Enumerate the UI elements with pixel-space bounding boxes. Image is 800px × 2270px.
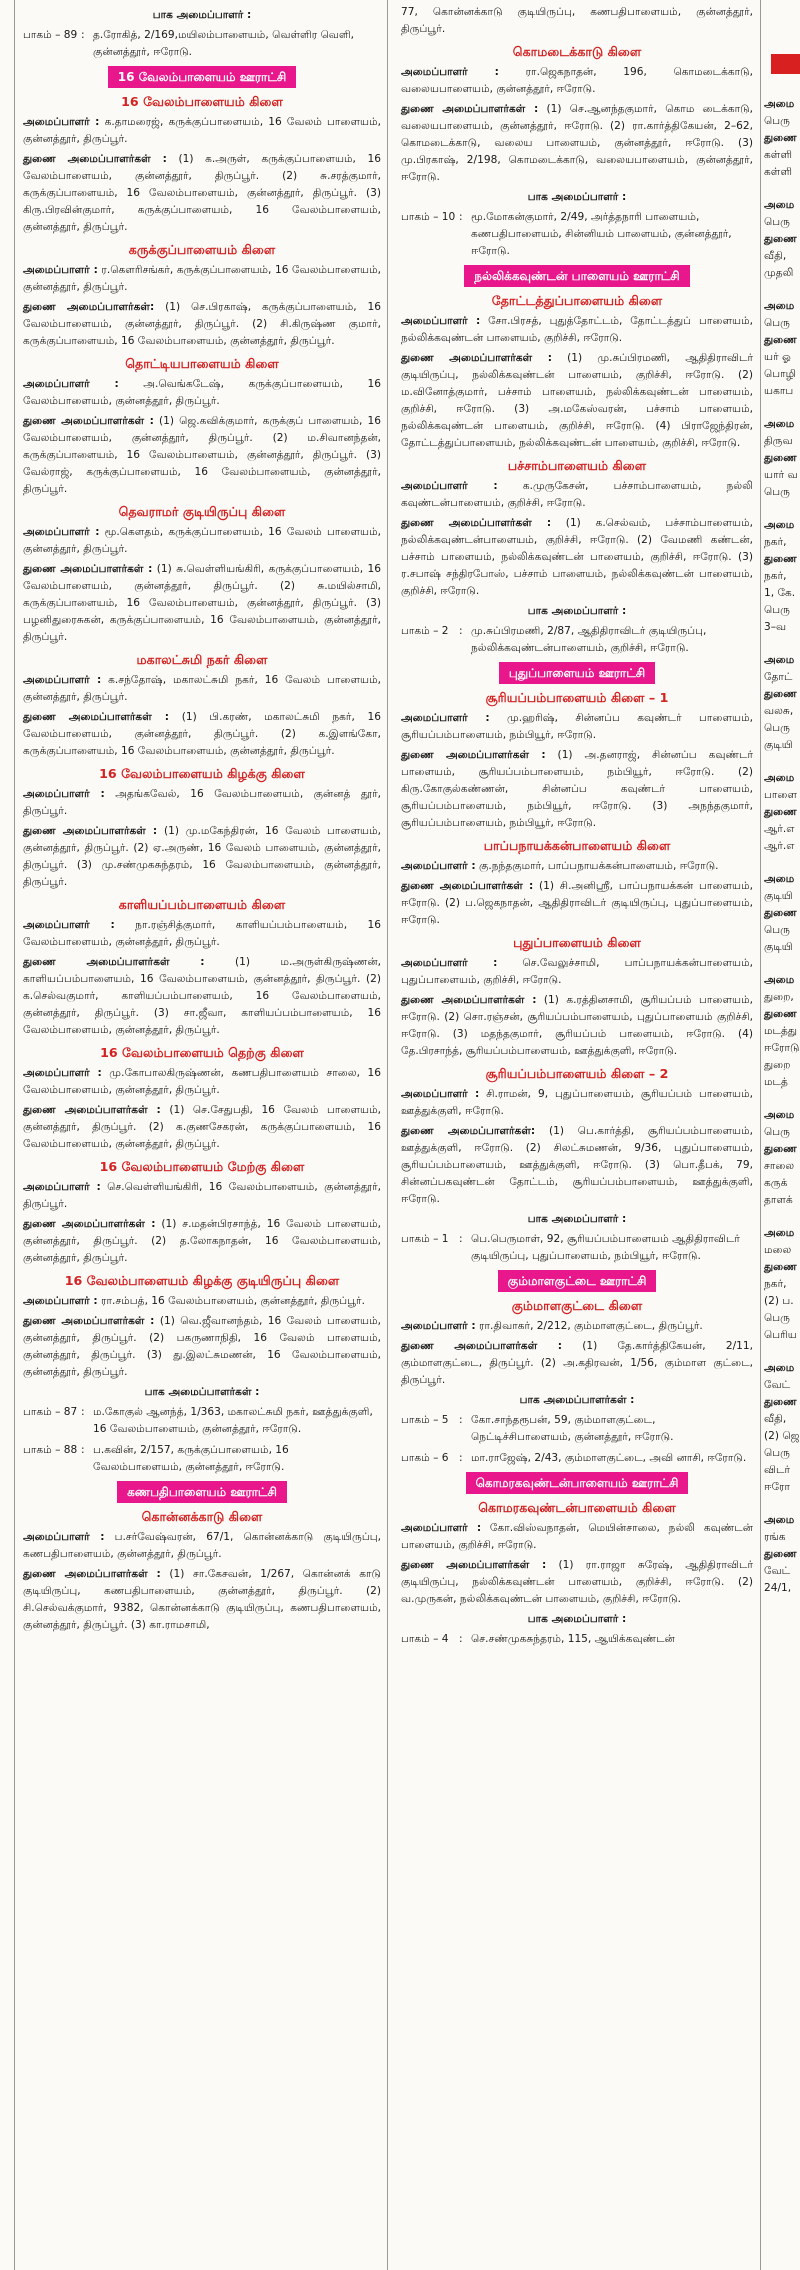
paragraph: [401, 313, 753, 347]
booth-detail: த.ரோகித், 2/169,மயிலம்பாளையம், வெள்ளிர வெளி, குன்னத்தூர், ஈரோடு.: [93, 29, 355, 58]
spacer: [761, 855, 800, 871]
clipped-text: யகாப: [764, 385, 794, 397]
role-text: (1) செ.ஆனந்தகுமார், கொம டைக்காடு, வலையபாளையம், குன்னத்தூர், ஈரோடு. (2) ரா.கார்த்திகேயன், 2–62, கொமடைக்காடு, வலைய பாளையம், குன்னத்தூர், ஈரோடு. (3) மு.பிரகாஷ், 2/198, கொமடைக்காடு, வலையபாளையம், குன்னத்தூர், ஈரோடு.: [401, 103, 754, 183]
role-text: ரா.ஜெகநாதன், 196, கொமடைக்காடு, வலையபாளையம், குன்னத்தூர், ஈரோடு.: [401, 66, 753, 95]
role-text: (1) க.அருள், கருக்குப்பாளையம், 16 வேலம்பாளையம், குன்னத்தூர், திருப்பூர். (2) சு.சரத்குமார், கருக்குப்பாளையம், 16 வேலம்பாளையம், குன்னத்தூர், திருப்பூர். (3) கிரு.பிரவின்குமார், கருக்குப்பாளையம், 16 வேலம்பாளையம், குன்னத்தூர், திருப்பூர்.: [23, 153, 382, 233]
branch-heading: தோட்டத்துப்பாளையம் கிளை: [491, 293, 663, 308]
role-label: அமைப்பாளர் :: [23, 1531, 105, 1543]
spacer: [761, 282, 800, 298]
role-text: (1) தே.கார்த்திகேயன், 2/11, கும்மாளகுட்டை, திருப்பூர். (2) அ.கதிரவன், 1/56, கும்மாள குட்டை, திருப்பூர்.: [401, 1340, 753, 1386]
role-text: (1) ரா.ராஜா சுரேஷ், ஆதிதிராவிடர் குடியிருப்பு, நல்லிக்கவுண்டன் பாளையம், குறிச்சி, ஈரோடு. (2) வ.முருகன், நல்லிக்கவுண்டன் பாளையம், குறிச்சி, ஈரோடு.: [401, 1559, 754, 1605]
clipped-text: துறை: [764, 1059, 791, 1071]
clipped-text: அமை: [764, 418, 795, 430]
role-text: (1) ம.அருள்கிருஷ்ணன், காளியப்பம்பாளையம், 16 வேலம்பாளையம், குன்னத்தூர், திருப்பூர். (2) க.செல்வகுமார், காளியப்பம்பாளையம், 16 வேலம்பாளையம், குன்னத்தூர், திருப்பூர். (3) சா.ஜீவா, காளியப்பம்பாளையம், 16 வேலம்பாளையம், குன்னத்தூர், திருப்பூர்.: [23, 956, 381, 1036]
booth-detail: மு.சுப்பிரமணி, 2/87, ஆதிதிராவிடர் குடியிருப்பு, நல்லிக்கவுண்டன்பாளையம், குறிச்சி, ஈரோடு.: [471, 625, 707, 654]
role-label: அமைப்பாளர் :: [23, 116, 100, 128]
role-label: அமைப்பாளர் :: [401, 860, 476, 872]
paragraph: [23, 1065, 381, 1099]
booth-row: [401, 1450, 753, 1467]
clipped-text: தாளக்: [764, 1194, 793, 1206]
role-label: அமைப்பாளர் :: [23, 674, 102, 686]
subsection-label: பாக அமைப்பாளர்கள் :: [144, 1386, 260, 1398]
section-band: [401, 1472, 753, 1494]
role-label: துணை அமைப்பாளர்கள் :: [23, 415, 154, 427]
role-label: துணை அமைப்பாளர்கள் :: [23, 1568, 161, 1580]
clipped-text: பெரு: [764, 1126, 790, 1138]
section-band-label: 16 வேலம்பாளையம் ஊராட்சி: [108, 66, 297, 88]
role-label: அமைப்பாளர் :: [23, 1067, 102, 1079]
clipped-text: துணை: [764, 806, 797, 818]
booth-colon: :: [459, 1414, 463, 1426]
role-text: அ.வெங்கடேஷ், கருக்குப்பாளையம், 16 வேலம்பாளையம், குன்னத்தூர், திருப்பூர்.: [23, 378, 381, 407]
paragraph: [23, 823, 381, 891]
clipped-text: மலை: [764, 1244, 792, 1256]
spacer: [761, 501, 800, 517]
role-label: துணை அமைப்பாளர்கள் :: [23, 711, 170, 723]
booth-detail: ப.கவின், 2/157, கருக்குப்பாளையம், 16 வேலம்பாளையம், குன்னத்தூர், ஈரோடு.: [93, 1444, 289, 1473]
role-label: அமைப்பாளர் :: [401, 1320, 476, 1332]
role-label: அமைப்பாளர் :: [23, 919, 115, 931]
clipped-text: துணை: [764, 1143, 797, 1155]
booth-colon: :: [459, 1233, 463, 1245]
role-label: அமைப்பாளர் :: [401, 480, 498, 492]
section-band-label: புதுப்பாளையம் ஊராட்சி: [499, 662, 655, 684]
clipped-text: பெரு: [764, 604, 790, 616]
branch-heading: 16 வேலம்பாளையம் தெற்கு கிளை: [100, 1045, 304, 1060]
clipped-text: ஈரோ: [764, 1481, 790, 1493]
column-3-clipped: [760, 0, 800, 2270]
paragraph: [23, 709, 381, 760]
branch-heading: பாப்பநாயக்கன்பாளையம் கிளை: [483, 838, 671, 853]
clipped-text: மடத்: [764, 1076, 788, 1088]
spacer: [761, 1496, 800, 1512]
role-text: ரா.சம்பத், 16 வேலம்பாளையம், குன்னத்தூர், திருப்பூர்.: [97, 1295, 365, 1307]
clipped-text: மடத்து: [764, 1025, 798, 1037]
clipped-text: (2) ஜெ: [764, 1430, 800, 1442]
role-text: செ.வெள்ளியங்கிரி, 16 வேலம்பாளையம், குன்னத்தூர், திருப்பூர்.: [23, 1181, 381, 1210]
booth-number: பாகம் – 5: [401, 1414, 449, 1426]
clipped-text: முதலி: [764, 267, 794, 279]
role-text: மு.கோபாலகிருஷ்ணன், கணபதிபாளையம் சாலை, 16 வேலம்பாளையம், குன்னத்தூர், திருப்பூர்.: [23, 1067, 381, 1096]
role-label: துணை அமைப்பாளர்கள் :: [401, 880, 534, 892]
role-label: துணை அமைப்பாளர்கள்:: [23, 301, 155, 313]
paragraph: [401, 1086, 753, 1120]
clipped-text: அமை: [764, 873, 795, 885]
branch-heading: கொன்னக்காடு கிளை: [141, 1509, 263, 1524]
role-label: துணை அமைப்பாளர்கள் :: [23, 825, 158, 837]
booth-row: [401, 1412, 753, 1446]
role-label: அமைப்பாளர் :: [401, 66, 499, 78]
clipped-text: பெரு: [764, 216, 790, 228]
branch-heading: காளியப்பம்பாளையம் கிளை: [118, 897, 286, 912]
paragraph: [23, 413, 381, 498]
role-text: ரா.திவாகர், 2/212, கும்மாளகுட்டை, திருப்பூர்.: [475, 1320, 703, 1332]
paragraph: [401, 1520, 753, 1554]
booth-detail: கோ.சாந்தரூபன், 59, கும்மாளகுட்டை, நெட்டிச்சிபாளையம், குன்னத்தூர், ஈரோடு.: [471, 1414, 674, 1443]
role-text: மூ.கௌதம், கருக்குப்பாளையம், 16 வேலம் பாளையம், குன்னத்தூர், திருப்பூர்.: [23, 526, 381, 555]
paragraph: [23, 954, 381, 1039]
branch-heading: பச்சாம்பாளையம் கிளை: [507, 458, 647, 473]
booth-colon: :: [81, 1406, 85, 1418]
clipped-text: துணை: [764, 1008, 797, 1020]
branch-heading: கும்மாளகுட்டை கிளை: [511, 1298, 643, 1313]
branch-heading: 16 வேலம்பாளையம் கிளை: [121, 94, 283, 109]
booth-detail: செ.சண்முகசுந்தரம், 115, ஆயிக்கவுண்டன்: [471, 1633, 675, 1645]
role-label: துணை அமைப்பாளர்கள் :: [401, 352, 552, 364]
section-band-label: நல்லிக்கவுண்டன் பாளையம் ஊராட்சி: [464, 265, 689, 287]
clipped-text: ரங்க: [764, 1531, 786, 1543]
booth-detail: ம.கோகுல் ஆனந்த், 1/363, மகாலட்சுமி நகர், ஊத்துக்குளி, 16 வேலம்பாளையம், குன்னத்தூர், ஈரோடு.: [93, 1406, 373, 1435]
role-text: (1) சி.அனிஸ்ரீ, பாப்பநாயக்கன் பாளையம், ஈரோடு. (2) ப.ஜெகநாதன், ஆதிதிராவிடர் குடியிருப்பு, புதுப்பாளையம், ஈரோடு.: [401, 880, 754, 926]
clipped-text: அமை: [764, 1227, 795, 1239]
clipped-text: ஆர்.எ: [764, 823, 795, 835]
clipped-text: 1, கே.: [764, 587, 796, 599]
role-label: அமைப்பாளர் :: [23, 788, 105, 800]
clipped-text: 3–வ: [764, 621, 787, 633]
role-text: ர.கௌரிசங்கர், கருக்குப்பாளையம், 16 வேலம்பாளையம், குன்னத்தூர், திருப்பூர்.: [23, 264, 381, 293]
paragraph: [401, 955, 753, 989]
clipped-text: துணை: [764, 1396, 797, 1408]
role-text: நா.ரஞ்சித்குமார், காளியப்பம்பாளையம், 16 வேலம்பாளையம், குன்னத்தூர், திருப்பூர்.: [23, 919, 381, 948]
role-text: 77, கொன்னக்காடு குடியிருப்பு, கணபதிபாளையம், குன்னத்தூர், திருப்பூர்.: [401, 6, 753, 35]
paragraph: [23, 1102, 381, 1153]
paragraph: [23, 917, 381, 951]
role-label: துணை அமைப்பாளர்கள் :: [401, 994, 537, 1006]
paragraph: [23, 1179, 381, 1213]
role-label: துணை அமைப்பாளர்கள் :: [401, 749, 546, 761]
clipped-text: கருக்: [764, 1177, 788, 1189]
clipped-text: துணை: [764, 452, 797, 464]
branch-heading: தெவராமர் குடியிருப்பு கிளை: [118, 504, 286, 519]
section-band: [23, 1481, 381, 1503]
clipped-text: வலசு,: [764, 705, 794, 717]
subsection-label: பாக அமைப்பாளர் :: [527, 605, 627, 617]
role-text: (1) மு.மகேந்திரன், 16 வேலம் பாளையம், குன்னத்தூர், திருப்பூர். (2) ஏ.அருண், 16 வேலம் பாளையம், குன்னத்தூர், திருப்பூர். (3) மு.சண்முகசுந்தரம், 16 வேலம்பாளையம், குன்னத்தூர், திருப்பூர்.: [23, 825, 382, 888]
clipped-text: பெரு: [764, 115, 790, 127]
column-2: [395, 0, 757, 2270]
clipped-text: பாளை: [764, 789, 798, 801]
paragraph: [401, 1318, 753, 1335]
booth-colon: :: [81, 1444, 85, 1456]
role-text: (1) செ.பிரகாஷ், கருக்குப்பாளையம், 16 வேலம்பாளையம், குன்னத்தூர், திருப்பூர். (2) சி.கிருஷ்ண குமார், கருக்குப்பாளையம், 16 வேலம்பாளையம், குன்னத்தூர், திருப்பூர்.: [23, 301, 381, 347]
clipped-text: நகர்,: [764, 570, 787, 582]
clipped-text: பெரு: [764, 317, 790, 329]
clipped-text: வேட்: [764, 1565, 791, 1577]
section-band-label: கொமரகவுண்டன்பாளையம் ஊராட்சி: [466, 1472, 689, 1494]
clipped-text: ஈரோடு: [764, 1042, 800, 1054]
booth-number: பாகம் – 6: [401, 1452, 449, 1464]
role-text: (1) பி.கரண், மகாலட்சுமி நகர், 16 வேலம்பாளையம், குன்னத்தூர், திருப்பூர். (2) க.இளங்கோ, கருக்குப்பாளையம், 16 வேலம்பாளையம், குன்னத்தூர், திருப்பூர்.: [23, 711, 382, 757]
clipped-text: தோட்: [764, 671, 793, 683]
booth-row: [401, 1631, 753, 1648]
booth-row: [401, 209, 753, 260]
paragraph: [401, 747, 753, 832]
branch-heading: சூரியப்பம்பாளையம் கிளை – 1: [485, 690, 669, 705]
clipped-text: துணை: [764, 553, 797, 565]
paragraph: [401, 1338, 753, 1389]
booth-detail: மூ.மோகன்குமார், 2/49, அர்த்தநாரி பாளையம், கணபதிபாளையம், சின்னியம் பாளையம், குன்னத்தூர், ஈரோடு.: [471, 211, 732, 257]
booth-number: பாகம் – 2: [401, 625, 449, 637]
role-label: அமைப்பாளர் :: [401, 315, 481, 327]
role-label: அமைப்பாளர் :: [23, 378, 119, 390]
role-text: செ.வேலுச்சாமி, பாப்பநாயக்கன்பாளையம், புதுப்பாளையம், குறிச்சி, ஈரோடு.: [401, 957, 753, 986]
role-text: மு.ஹரிஷ், சின்னப்ப கவுண்டர் பாளையம், சூரியப்பம்பாளையம், நம்பியூர், ஈரோடு.: [401, 712, 753, 741]
role-text: கோ.விஸ்வநாதன், மெயின்சாலை, நல்லி கவுண்டன் பாளையம், குறிச்சி, ஈரோடு.: [401, 1522, 753, 1551]
role-label: துணை அமைப்பாளர்கள் :: [401, 1340, 563, 1352]
booth-row: [401, 1231, 753, 1265]
subsection-label: பாக அமைப்பாளர் :: [527, 191, 627, 203]
spacer: [761, 1344, 800, 1360]
booth-colon: :: [459, 625, 463, 637]
clipped-text: துணை: [764, 334, 797, 346]
role-label: துணை அமைப்பாளர்கள் :: [401, 1559, 547, 1571]
red-tab-marker: [771, 54, 800, 74]
paragraph: [23, 1216, 381, 1267]
role-label: அமைப்பாளர் :: [23, 1295, 98, 1307]
spacer: [761, 400, 800, 416]
role-text: (1) அ.தனராஜ், சின்னப்ப கவுண்டர் பாளையம், சூரியப்பம்பாளையம், நம்பியூர், ஈரோடு. (2) கிரு.கோகுல்கண்ணன், சின்னப்ப கவுண்டர் பாளையம், சூரியப்பம்பாளையம், நம்பியூர், ஈரோடு. (3) அநந்தகுமார், சூரியப்பம்பாளையம், நம்பியூர், ஈரோடு.: [401, 749, 753, 829]
spacer: [761, 181, 800, 197]
clipped-text: நகர்,: [764, 1278, 787, 1290]
role-text: சோ.பிரசத், புதுத்தோட்டம், தோட்டத்துப் பாளையம், நல்லிக்கவுண்டன் பாளையம், குறிச்சி, ஈரோடு.: [401, 315, 753, 344]
role-label: துணை அமைப்பாளர்கள் :: [23, 1315, 155, 1327]
branch-heading: சூரியப்பம்பாளையம் கிளை – 2: [485, 1066, 669, 1081]
clipped-text: யர் ஓ: [764, 351, 791, 363]
clipped-text: பொழி: [764, 368, 797, 380]
role-text: சி.ராமன், 9, புதுப்பாளையம், சூரியப்பம் பாளையம், ஊத்துக்குளி, ஈரோடு.: [401, 1088, 753, 1117]
role-label: அமைப்பாளர் :: [23, 526, 100, 538]
clipped-text: வீதி,: [764, 1413, 787, 1425]
clipped-text: சாலை: [764, 1160, 795, 1172]
paragraph: [23, 1566, 381, 1634]
booth-number: பாகம் – 89: [23, 29, 78, 41]
role-text: (1) ஜெ.கவிக்குமார், கருக்குப் பாளையம், 16 வேலம்பாளையம், குன்னத்தூர், திருப்பூர். (2) ம.சிவானந்தன், கருக்குப்பாளையம், 16 வேலம்பாளையம், குன்னத்தூர், திருப்பூர். (3) வேல்ராஜ், கருக்குப்பாளையம், 16 வேலம்பாளையம், குன்னத்தூர், திருப்பூர்.: [23, 415, 381, 495]
role-text: ப.சர்வேஷ்வரன், 67/1, கொன்னக்காடு குடியிருப்பு, கணபதிபாளையம், குன்னத்தூர், திருப்பூர்.: [23, 1531, 381, 1560]
section-band: [401, 265, 753, 287]
role-label: துணை அமைப்பாளர்கள் :: [23, 1104, 161, 1116]
role-text: கு.நந்தகுமார், பாப்பநாயக்கன்பாளையம், ஈரோடு.: [475, 860, 719, 872]
paragraph: [401, 710, 753, 744]
role-text: (1) ச.மதன்பிரசாந்த், 16 வேலம் பாளையம், குன்னத்தூர், திருப்பூர். (2) த.லோகநாதன், 16 வேலம்பாளையம், குன்னத்தூர், திருப்பூர்.: [23, 1218, 381, 1264]
role-label: துணை அமைப்பாளர்கள் :: [23, 153, 167, 165]
paragraph: [23, 672, 381, 706]
role-text: (1) சா.கேசவன், 1/267, கொன்னக் காடு குடியிருப்பு, கணபதிபாளையம், குன்னத்தூர், திருப்பூர். (2) சி.செல்வக்குமார், 9382, கொன்னக்காடு குடியிருப்பு, கணபதிபாளையம், குன்னத்தூர், திருப்பூர். (3) கா.ராமசாமி,: [23, 1568, 381, 1631]
paragraph: [23, 524, 381, 558]
paragraph: [401, 858, 753, 875]
role-label: துணை அமைப்பாளர்கள் :: [23, 956, 205, 968]
paragraph: [401, 4, 753, 38]
section-band-label: கணபதிபாளையம் ஊராட்சி: [117, 1481, 287, 1503]
clipped-text: அமை: [764, 654, 795, 666]
booth-number: பாகம் – 10: [401, 211, 456, 223]
clipped-text: பெரு: [764, 924, 790, 936]
branch-heading: கருக்குப்பாளையம் கிளை: [128, 242, 276, 257]
clipped-text: பெரு: [764, 1447, 790, 1459]
role-label: அமைப்பாளர் :: [401, 1522, 482, 1534]
section-band: [401, 1270, 753, 1292]
paragraph: [23, 786, 381, 820]
clipped-text: துணை: [764, 233, 797, 245]
paragraph: [401, 64, 753, 98]
booth-number: பாகம் – 1: [401, 1233, 449, 1245]
paragraph: [401, 350, 753, 452]
role-label: அமைப்பாளர் :: [401, 712, 490, 724]
clipped-text: (2) ப.: [764, 1295, 794, 1307]
clipped-text: பெரு: [764, 1312, 790, 1324]
role-label: துணை அமைப்பாளர்கள்:: [401, 1125, 536, 1137]
booth-row: [401, 623, 753, 657]
paragraph: [23, 151, 381, 236]
paragraph: [23, 1313, 381, 1381]
branch-heading: மகாலட்சுமி நகர் கிளை: [136, 652, 268, 667]
clipped-text: துணை: [764, 1261, 797, 1273]
clipped-text: துணை: [764, 1548, 797, 1560]
paragraph: [401, 478, 753, 512]
subsection-label: பாக அமைப்பாளர் :: [527, 1613, 627, 1625]
role-label: துணை அமைப்பாளர்கள் :: [401, 103, 539, 115]
role-text: க.சந்தோஷ், மகாலட்சுமி நகர், 16 வேலம் பாளையம், குன்னத்தூர், திருப்பூர்.: [23, 674, 381, 703]
clipped-text: அமை: [764, 300, 795, 312]
clipped-text: வீதி,: [764, 250, 787, 262]
clipped-text: 24/1,: [764, 1582, 792, 1594]
booth-detail: பெ.பெருமாள், 92, சூரியப்பம்பாளையம் ஆதிதிராவிடர் குடியிருப்பு, புதுப்பாளையம், நம்பியூர், ஈரோடு.: [471, 1233, 740, 1262]
paragraph: [23, 1529, 381, 1563]
role-text: (1) க.செல்வம், பச்சாம்பாளையம், நல்லிக்கவுண்டன்பாளையம், குறிச்சி, ஈரோடு. (2) வேமணி கண்டன், பச்சாம் பாளையம், நல்லிக்கவுண்டன் பாளையம், குறிச்சி, ஈரோடு. (3) ர.சபாஷ் சந்திரபோஸ், பச்சாம் பாளையம், நல்லிக்கவுண்டன் பாளையம், குறிச்சி, ஈரோடு.: [401, 517, 753, 597]
booth-colon: :: [81, 29, 85, 41]
role-label: துணை அமைப்பாளர்கள் :: [23, 1218, 156, 1230]
booth-detail: மா.ராஜேஷ், 2/43, கும்மாளகுட்டை, அவி னாசி, ஈரோடு.: [471, 1452, 747, 1464]
branch-heading: புதுப்பாளையம் கிளை: [513, 935, 641, 950]
subsection-label: பாக அமைப்பாளர் :: [527, 1213, 627, 1225]
booth-number: பாகம் – 87: [23, 1406, 78, 1418]
role-label: துணை அமைப்பாளர்கள் :: [23, 563, 153, 575]
clipped-text: வேட்: [764, 1379, 791, 1391]
clipped-text: அமை: [764, 519, 795, 531]
clipped-text: துணை: [764, 132, 797, 144]
spacer: [761, 956, 800, 972]
booth-row: [23, 1404, 381, 1438]
role-text: (1) வெ.ஜீவானந்தம், 16 வேலம் பாளையம், குன்னத்தூர், திருப்பூர். (2) பகருணாநிதி, 16 வேலம் பாளையம், குன்னத்தூர், திருப்பூர். (3) து.இலட்சுமணன், 16 வேலம்பாளையம், குன்னத்தூர், திருப்பூர்.: [23, 1315, 381, 1378]
paragraph: [23, 561, 381, 646]
role-text: க.தாமரைஜ், கருக்குப்பாளையம், 16 வேலம் பாளையம், குன்னத்தூர், திருப்பூர்.: [23, 116, 381, 145]
booth-row: [23, 1442, 381, 1476]
clipped-text: யார் வ: [764, 469, 798, 481]
role-label: துணை அமைப்பாளர்கள் :: [401, 517, 552, 529]
subsection-label: பாக அமைப்பாளர்கள் :: [519, 1394, 635, 1406]
column-1: [14, 0, 388, 2270]
role-text: (1) செ.சேதுபதி, 16 வேலம் பாளையம், குன்னத்தூர், திருப்பூர். (2) க.குணசேகரன், கருக்குப்பாளையம், 16 வேலம்பாளையம், குன்னத்தூர், திருப்பூர்.: [23, 1104, 382, 1150]
booth-colon: :: [459, 1452, 463, 1464]
clipped-text: அமை: [764, 974, 795, 986]
role-text: அதங்கவேல், 16 வேலம்பாளையம், குன்னத் தூர், திருப்பூர்.: [23, 788, 381, 817]
branch-heading: தொட்டியபாளையம் கிளை: [125, 356, 279, 371]
clipped-text: திருவ: [764, 435, 793, 447]
booth-colon: :: [459, 1633, 463, 1645]
role-text: (1) சு.வெள்ளியங்கிரி, கருக்குப்பாளையம், 16 வேலம்பாளையம், குன்னத்தூர், திருப்பூர். (2) சு.மயில்சாமி, கருக்குப்பாளையம், 16 வேலம்பாளையம், குன்னத்தூர், திருப்பூர். (3) பழனிதுரைசுகன், கருக்குப்பாளையம், 16 வேலம்பாளையம், குன்னத்தூர், திருப்பூர்.: [23, 563, 381, 643]
clipped-text: அமை: [764, 772, 795, 784]
spacer: [761, 754, 800, 770]
clipped-text: துணை: [764, 688, 797, 700]
branch-heading: 16 வேலம்பாளையம் கிழக்கு குடியிருப்பு கிளை: [64, 1273, 340, 1288]
role-text: க.முருகேசன், பச்சாம்பாளையம், நல்லி கவுண்டன்பாளையம், குறிச்சி, ஈரோடு.: [401, 480, 753, 509]
paragraph: [401, 101, 753, 186]
paragraph: [23, 299, 381, 350]
role-text: (1) மு.சுப்பிரமணி, ஆதிதிராவிடர் குடியிருப்பு, நல்லிக்கவுண்டன் பாளையம், குறிச்சி, ஈரோடு. (2) ம.வினோத்குமார், பச்சாம் பாளையம், நல்லிக்கவுண்டன் பாளையம், குறிச்சி, ஈரோடு. (3) அ.மகேஸ்வரன், பச்சாம் பாளையம், நல்லிக்கவுண்டன் பாளையம், குறிச்சி, ஈரோடு. (4) பிராஜேந்திரன், தோட்டத்துப்பாளையம், நல்லிக்கவுண்டன் பாளையம், குறிச்சி, ஈரோடு.: [401, 352, 754, 449]
paragraph: [401, 1123, 753, 1208]
clipped-text: பெரு: [764, 486, 790, 498]
paragraph: [401, 515, 753, 600]
clipped-text: அமை: [764, 1514, 795, 1526]
clipped-text: பெரு: [764, 722, 790, 734]
paragraph: [23, 262, 381, 296]
clipped-text: விடர்: [764, 1464, 791, 1476]
spacer: [761, 1209, 800, 1225]
clipped-text: குடியி: [764, 941, 793, 953]
clipped-text: நகர்,: [764, 536, 787, 548]
role-label: அமைப்பாளர் :: [23, 264, 98, 276]
paragraph: [23, 114, 381, 148]
section-band: [401, 662, 753, 684]
paragraph: [23, 1293, 381, 1310]
branch-heading: 16 வேலம்பாளையம் மேற்கு கிளை: [99, 1159, 305, 1174]
subsection-label: பாக அமைப்பாளர் :: [152, 9, 252, 21]
paragraph: [23, 376, 381, 410]
role-text: (1) க.ரத்தினசாமி, சூரியப்பம் பாளையம், ஈரோடு. (2) சொ.ரஞ்சன், சூரியப்பம்பாளையம், புதுப்பாளையம் குறிச்சி, ஈரோடு. (3) மதந்தகுமார், சூரியப்பம் பாளையம், ஈரோடு. (4) தே.பிரசாந்த், சூரியப்பம்பாளையம், ஊத்துக்குளி, ஈரோடு.: [401, 994, 753, 1057]
booth-number: பாகம் – 88: [23, 1444, 78, 1456]
branch-heading: 16 வேலம்பாளையம் கிழக்கு கிளை: [99, 766, 305, 781]
branch-heading: கொமடைக்காடு கிளை: [512, 44, 642, 59]
booth-colon: :: [459, 211, 463, 223]
role-label: அமைப்பாளர் :: [23, 1181, 101, 1193]
clipped-text: கள்ளி: [764, 149, 793, 161]
role-text: (1) பெ.கார்த்தி, சூரியப்பம்பாளையம், ஊத்துக்குளி, ஈரோடு. (2) சிலட்சுமணன், 9/36, புதுப்பாளையம், சூரியப்பம்பாளையம், ஊத்துக்குளி, ஈரோடு. (3) பொ.தீபக், 79, சின்னப்பகவுண்டன் தோட்டம், சூரியப்பம்பாளையம், ஊத்துக்குளி, ஈரோடு.: [401, 1125, 753, 1205]
clipped-text: அமை: [764, 1362, 795, 1374]
clipped-text: அமை: [764, 98, 795, 110]
paragraph: [401, 1557, 753, 1608]
booth-row: [23, 27, 381, 61]
paragraph: [401, 878, 753, 929]
clipped-text: துறை,: [764, 991, 794, 1003]
clipped-text: அமை: [764, 199, 795, 211]
branch-heading: கொமரகவுண்டன்பாளையம் கிளை: [478, 1500, 676, 1515]
clipped-text: குடியி: [764, 890, 793, 902]
clipped-text: அமை: [764, 1109, 795, 1121]
clipped-text: பெரிய: [764, 1329, 797, 1341]
clipped-text: ஆர்.எ: [764, 840, 795, 852]
booth-number: பாகம் – 4: [401, 1633, 449, 1645]
clipped-text: துணை: [764, 907, 797, 919]
clipped-text: கள்ளி: [764, 166, 793, 178]
spacer: [761, 636, 800, 652]
clipped-text: குடியி: [764, 739, 793, 751]
paragraph: [401, 992, 753, 1060]
section-band-label: கும்மாளகுட்டை ஊராட்சி: [498, 1270, 657, 1292]
role-label: அமைப்பாளர் :: [401, 957, 498, 969]
role-label: அமைப்பாளர் :: [401, 1088, 480, 1100]
section-band: [23, 66, 381, 88]
spacer: [761, 1091, 800, 1107]
